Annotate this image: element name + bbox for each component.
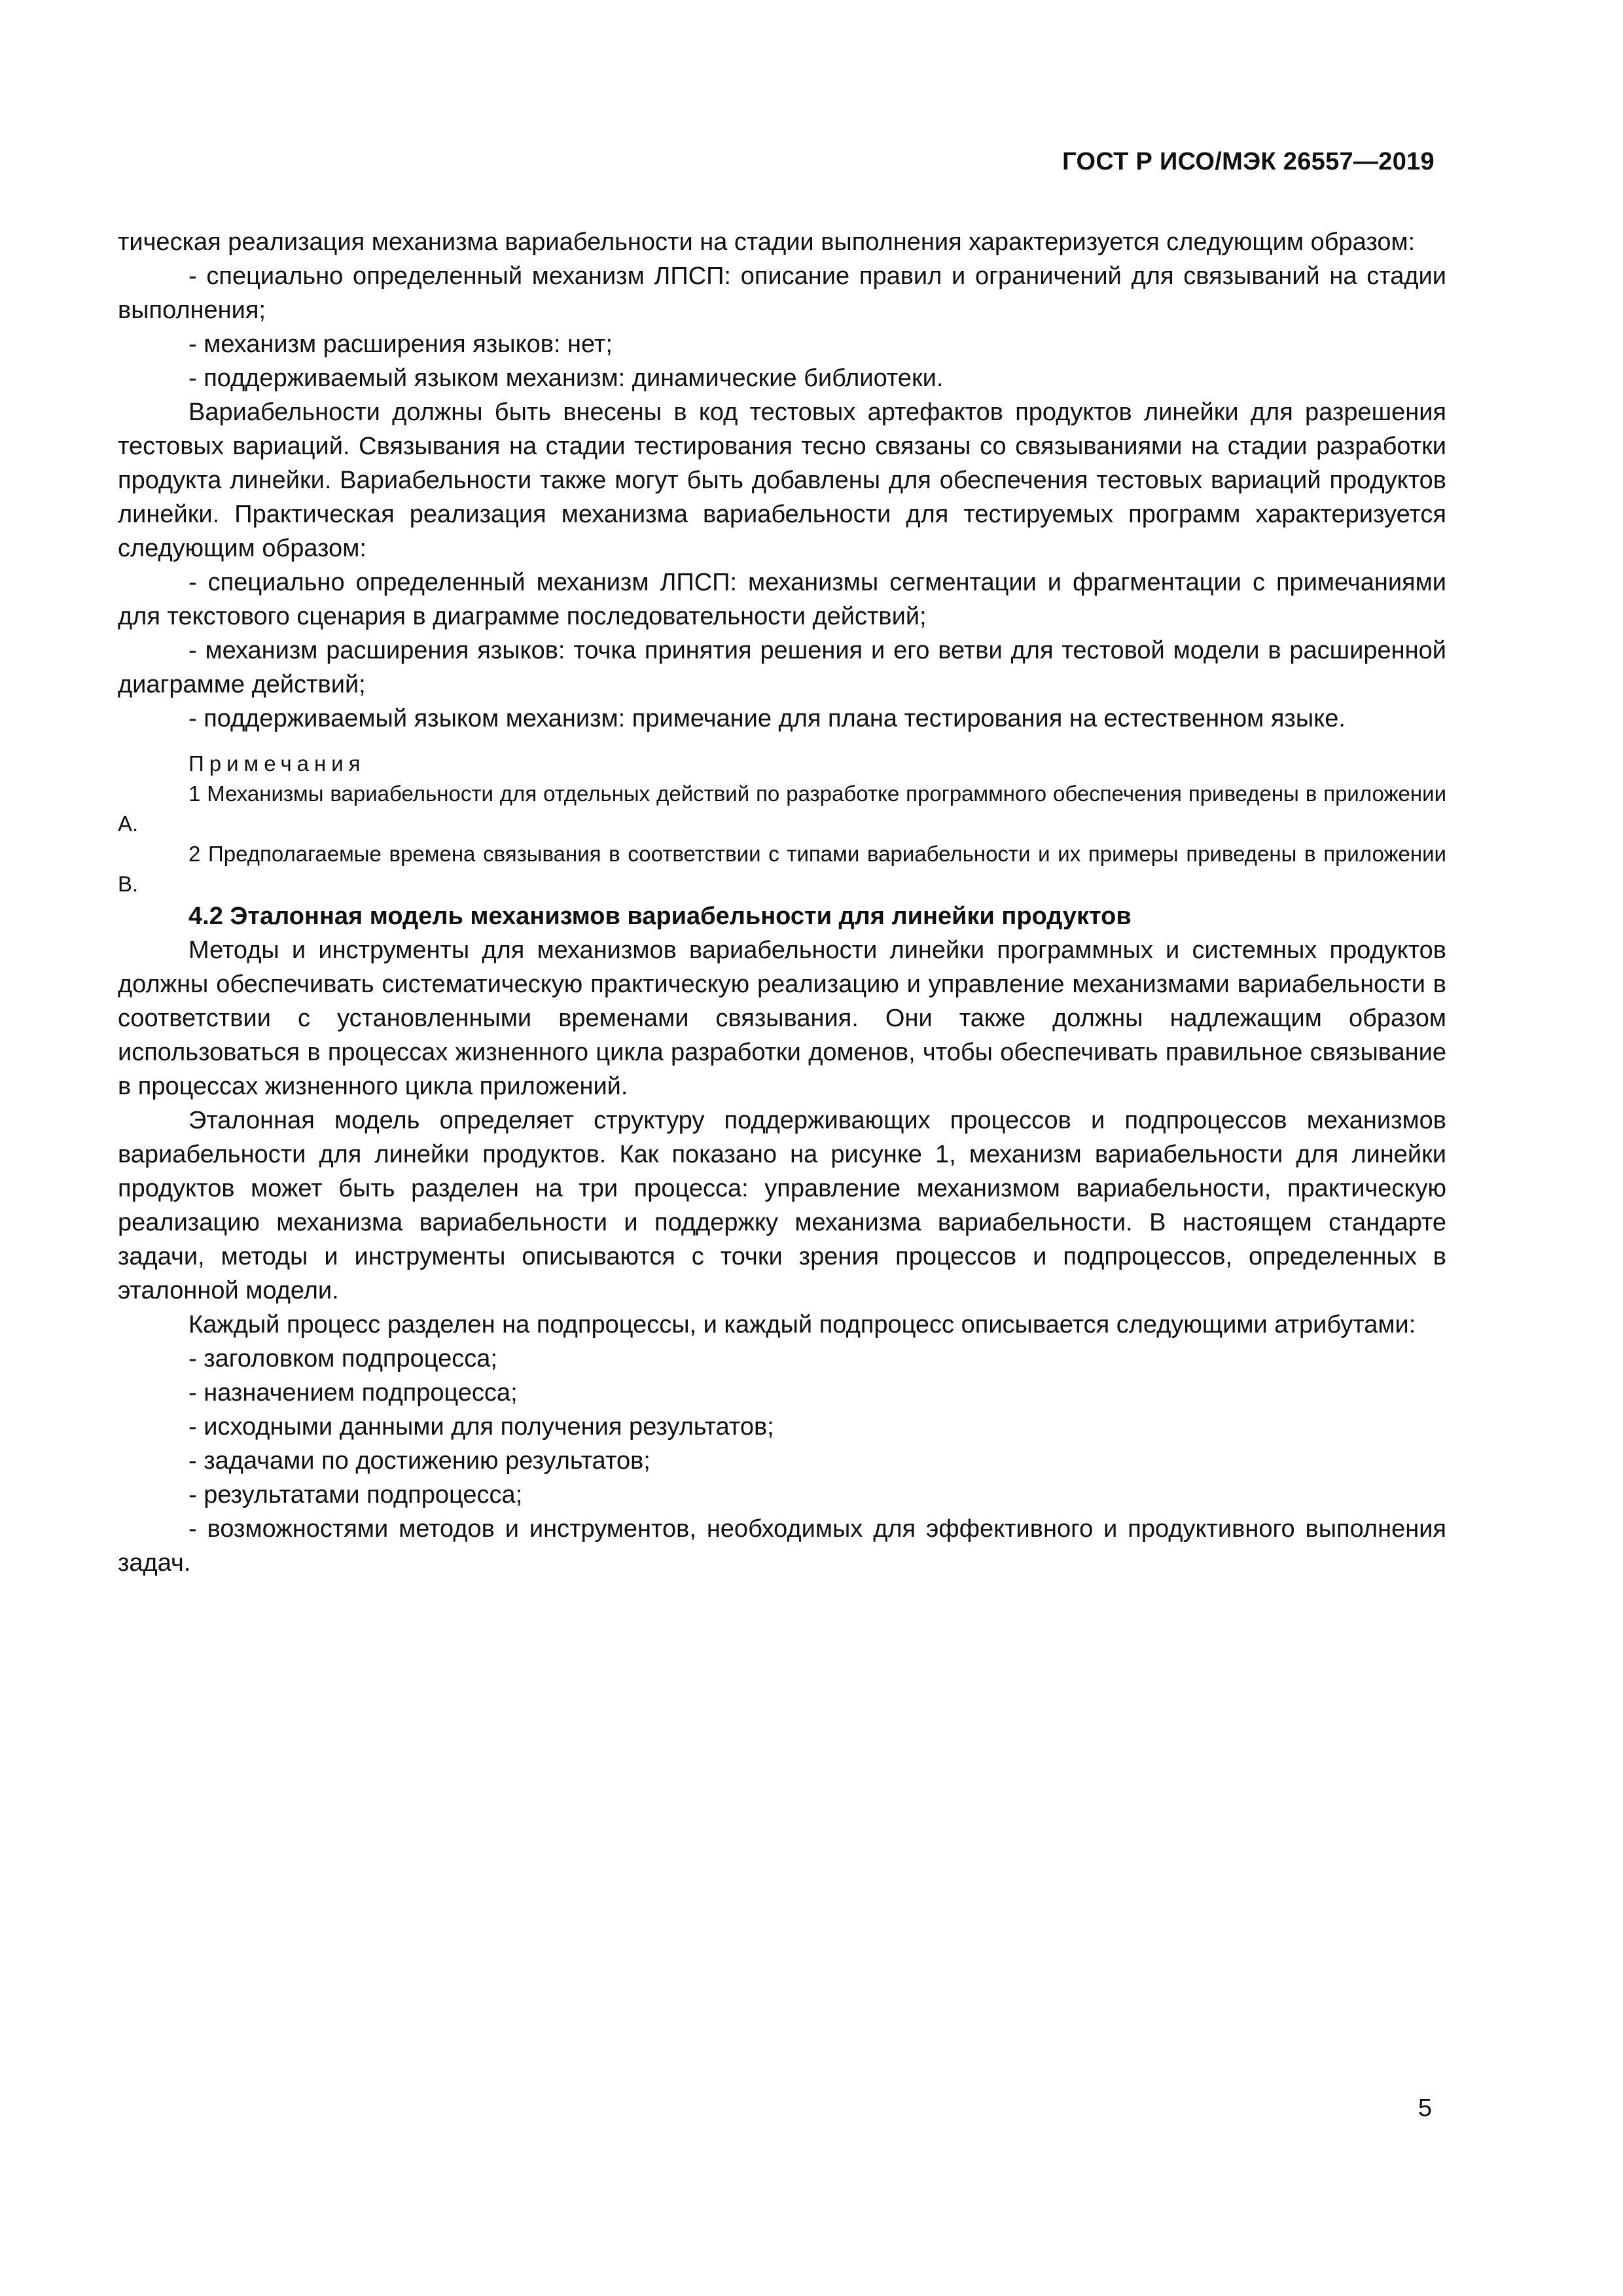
- list-item: - поддерживаемый языком механизм: динамические библиотеки.: [188, 365, 944, 392]
- list-item: - механизм расширения языков: нет;: [188, 331, 613, 358]
- list-item: - специально определенный механизм ЛПСП: механизмы сегментации и фрагментации с примечаниями для текстового сценария в диаграмме последовательности действий;: [118, 569, 1446, 630]
- notes-block: [118, 749, 1446, 899]
- note-item: 2 Предполагаемые времена связывания в соответствии с типами вариабельности и их примеры приведены в приложении В.: [118, 842, 1446, 896]
- section-paragraph: Каждый процесс разделен на подпроцессы, и каждый подпроцесс описывается следующими атрибутами:: [188, 1311, 1416, 1338]
- document-code-header: ГОСТ Р ИСО/МЭК 26557—2019: [1062, 148, 1435, 175]
- list-item: - специально определенный механизм ЛПСП: описание правил и ограничений для связываний на стадии выполнения;: [118, 262, 1446, 324]
- list-item: - задачами по достижению результатов;: [188, 1447, 651, 1475]
- page-content: [118, 225, 1446, 1580]
- list-item: - возможностями методов и инструментов, необходимых для эффективного и продуктивного выполнения задач.: [118, 1515, 1446, 1577]
- paragraph-intro: тическая реализация механизма вариабельности на стадии выполнения характеризуется следующим образом:: [118, 228, 1416, 256]
- list-item: - результатами подпроцесса;: [188, 1481, 523, 1509]
- section-heading: 4.2 Эталонная модель механизмов вариабельности для линейки продуктов: [188, 903, 1132, 930]
- note-item: 1 Механизмы вариабельности для отдельных действий по разработке программного обеспечения приведены в приложении А.: [118, 781, 1446, 836]
- list-item: - механизм расширения языков: точка принятия решения и его ветви для тестовой модели в расширенной диаграмме действий;: [118, 637, 1446, 698]
- list-item: - исходными данными для получения результатов;: [188, 1413, 774, 1441]
- notes-title: Примечания: [188, 751, 366, 776]
- list-item: - назначением подпроцесса;: [188, 1379, 518, 1407]
- section-paragraph: Эталонная модель определяет структуру поддерживающих процессов и подпроцессов механизмов вариабельности для линейки продуктов. Как показано на рисунке 1, механизм вариабельности для линейки продуктов может быть разделен на три процесса: управление механизмом вариабельности, практическую реализацию механизма вариабельности и поддержку механизма вариабельности. В настоящем стандарте задачи, методы и инструменты описываются с точки зрения процессов и подпроцессов, определенных в эталонной модели.: [118, 1107, 1446, 1304]
- section-paragraph: Методы и инструменты для механизмов вариабельности линейки программных и системных продуктов должны обеспечивать систематическую практическую реализацию и управление механизмами вариабельности в соответствии с установленными временами связывания. Они также должны надлежащим образом использоваться в процессах жизненного цикла разработки доменов, чтобы обеспечивать правильное связывание в процессах жизненного цикла приложений.: [118, 937, 1446, 1100]
- list-item: - заголовком подпроцесса;: [188, 1345, 497, 1372]
- paragraph-test-variability: Вариабельности должны быть внесены в код тестовых артефактов продуктов линейки для разрешения тестовых вариаций. Связывания на стадии тестирования тесно связаны со связываниями на стадии разработки продукта линейки. Вариабельности также могут быть добавлены для обеспечения тестовых вариаций продуктов линейки. Практическая реализация механизма вариабельности для тестируемых программ характеризуется следующим образом:: [118, 399, 1446, 562]
- page-number: 5: [1418, 2094, 1432, 2122]
- list-item: - поддерживаемый языком механизм: примечание для плана тестирования на естественном языке.: [188, 705, 1346, 732]
